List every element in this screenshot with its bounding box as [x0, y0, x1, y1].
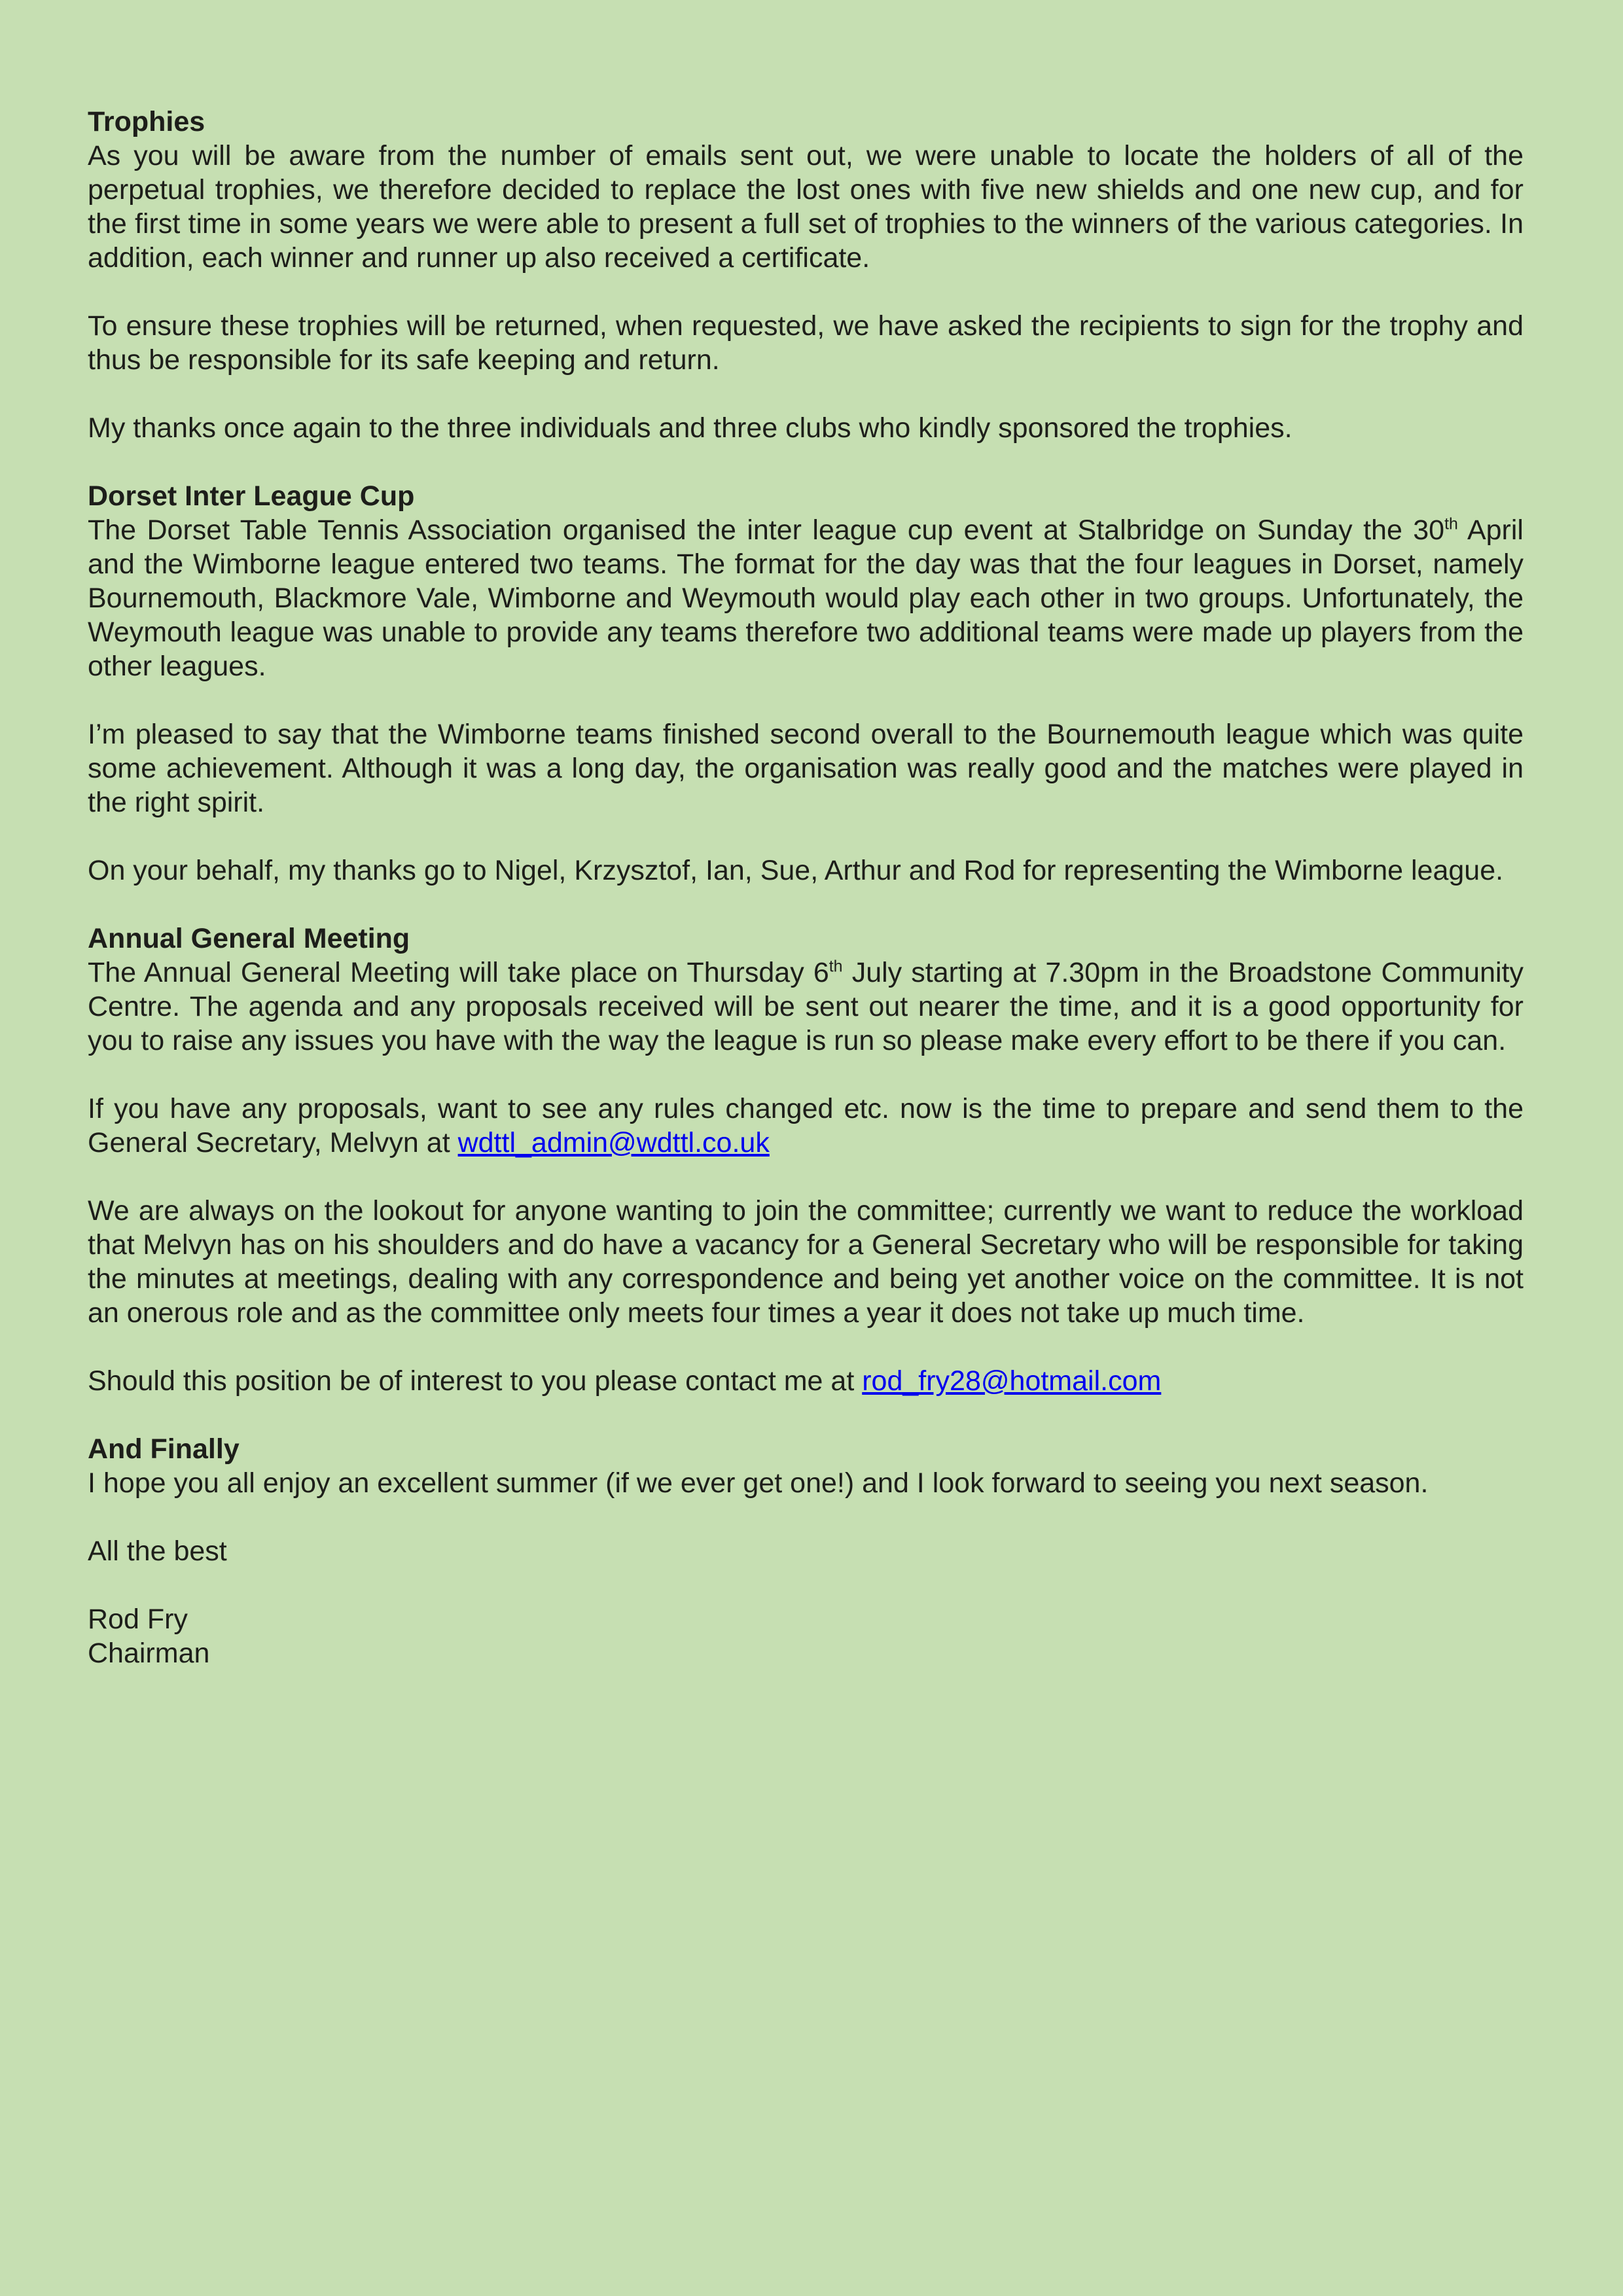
paragraph	[88, 139, 1524, 275]
section-heading: Trophies	[88, 106, 205, 137]
section-heading: Annual General Meeting	[88, 923, 410, 954]
text-run: If you have any proposals, want to see any rules changed etc. now is the time to prepare and send them to the General Secretary, Melvyn at	[88, 1093, 1524, 1158]
text-run: On your behalf, my thanks go to Nigel, Krzysztof, Ian, Sue, Arthur and Rod for representing the Wimborne league.	[88, 855, 1504, 886]
paragraph	[88, 1092, 1524, 1160]
paragraph	[88, 1602, 1524, 1670]
text-run: We are always on the lookout for anyone wanting to join the committee; currently we want to reduce the workload that Melvyn has on his shoulders and do have a vacancy for a General Secretary who will be responsible for taking the minutes at meetings, dealing with any correspondence and being yet another voice on the committee. It is not an onerous role and as the committee only meets four times a year it does not take up much time.	[88, 1195, 1524, 1329]
text-run: As you will be aware from the number of emails sent out, we were unable to locate the holders of all of the perpetual trophies, we therefore decided to replace the lost ones with five new shields and one new cup, and for the first time in some years we were able to present a full set of trophies to the winners of the various categories. In addition, each winner and runner up also received a certificate.	[88, 140, 1524, 274]
section-heading: Dorset Inter League Cup	[88, 480, 415, 512]
text-run: The Dorset Table Tennis Association organised the inter league cup event at Stalbridge on Sunday the 30	[88, 514, 1445, 546]
paragraph	[88, 717, 1524, 819]
paragraph	[88, 309, 1524, 377]
text-run: My thanks once again to the three individuals and three clubs who kindly sponsored the trophies.	[88, 412, 1293, 444]
text-run: Should this position be of interest to you please contact me at	[88, 1365, 863, 1397]
text-run: I’m pleased to say that the Wimborne teams finished second overall to the Bournemouth league which was quite some achievement. Although it was a long day, the organisation was really good and the matches were played in the right spirit.	[88, 719, 1524, 818]
text-run: The Annual General Meeting will take place on Thursday 6	[88, 957, 829, 988]
section-heading: And Finally	[88, 1433, 240, 1465]
email-link[interactable]: rod_fry28@hotmail.com	[862, 1365, 1162, 1397]
paragraph	[88, 513, 1524, 683]
paragraph	[88, 956, 1524, 1058]
text-run: April and the Wimborne league entered two teams. The format for the day was that the four leagues in Dorset, namely Bournemouth, Blackmore Vale, Wimborne and Weymouth would play each other in two groups. Unfortunately, the Weymouth league was unable to provide any teams therefore two additional teams were made up players from the other leagues.	[88, 514, 1524, 682]
paragraph	[88, 1194, 1524, 1330]
letter-body	[88, 105, 1524, 1670]
text-run: All the best	[88, 1535, 227, 1567]
email-link[interactable]: wdttl_admin@wdttl.co.uk	[457, 1127, 770, 1158]
paragraph	[88, 853, 1524, 888]
text-run: July starting at 7.30pm in the Broadstone Community Centre. The agenda and any proposals received will be sent out nearer the time, and it is a good opportunity for you to raise any issues you have with the way the league is run so please make every effort to be there if you can.	[88, 957, 1524, 1056]
paragraph	[88, 1534, 1524, 1568]
paragraph	[88, 1466, 1524, 1500]
text-run: To ensure these trophies will be returned, when requested, we have asked the recipients to sign for the trophy and thus be responsible for its safe keeping and return.	[88, 310, 1524, 376]
superscript-ordinal: th	[829, 957, 843, 976]
paragraph	[88, 1364, 1524, 1398]
superscript-ordinal: th	[1444, 514, 1458, 533]
text-run: Rod Fry	[88, 1604, 188, 1635]
text-run: Chairman	[88, 1638, 210, 1669]
text-run: I hope you all enjoy an excellent summer (if we ever get one!) and I look forward to seeing you next season.	[88, 1467, 1429, 1499]
paragraph	[88, 411, 1524, 445]
